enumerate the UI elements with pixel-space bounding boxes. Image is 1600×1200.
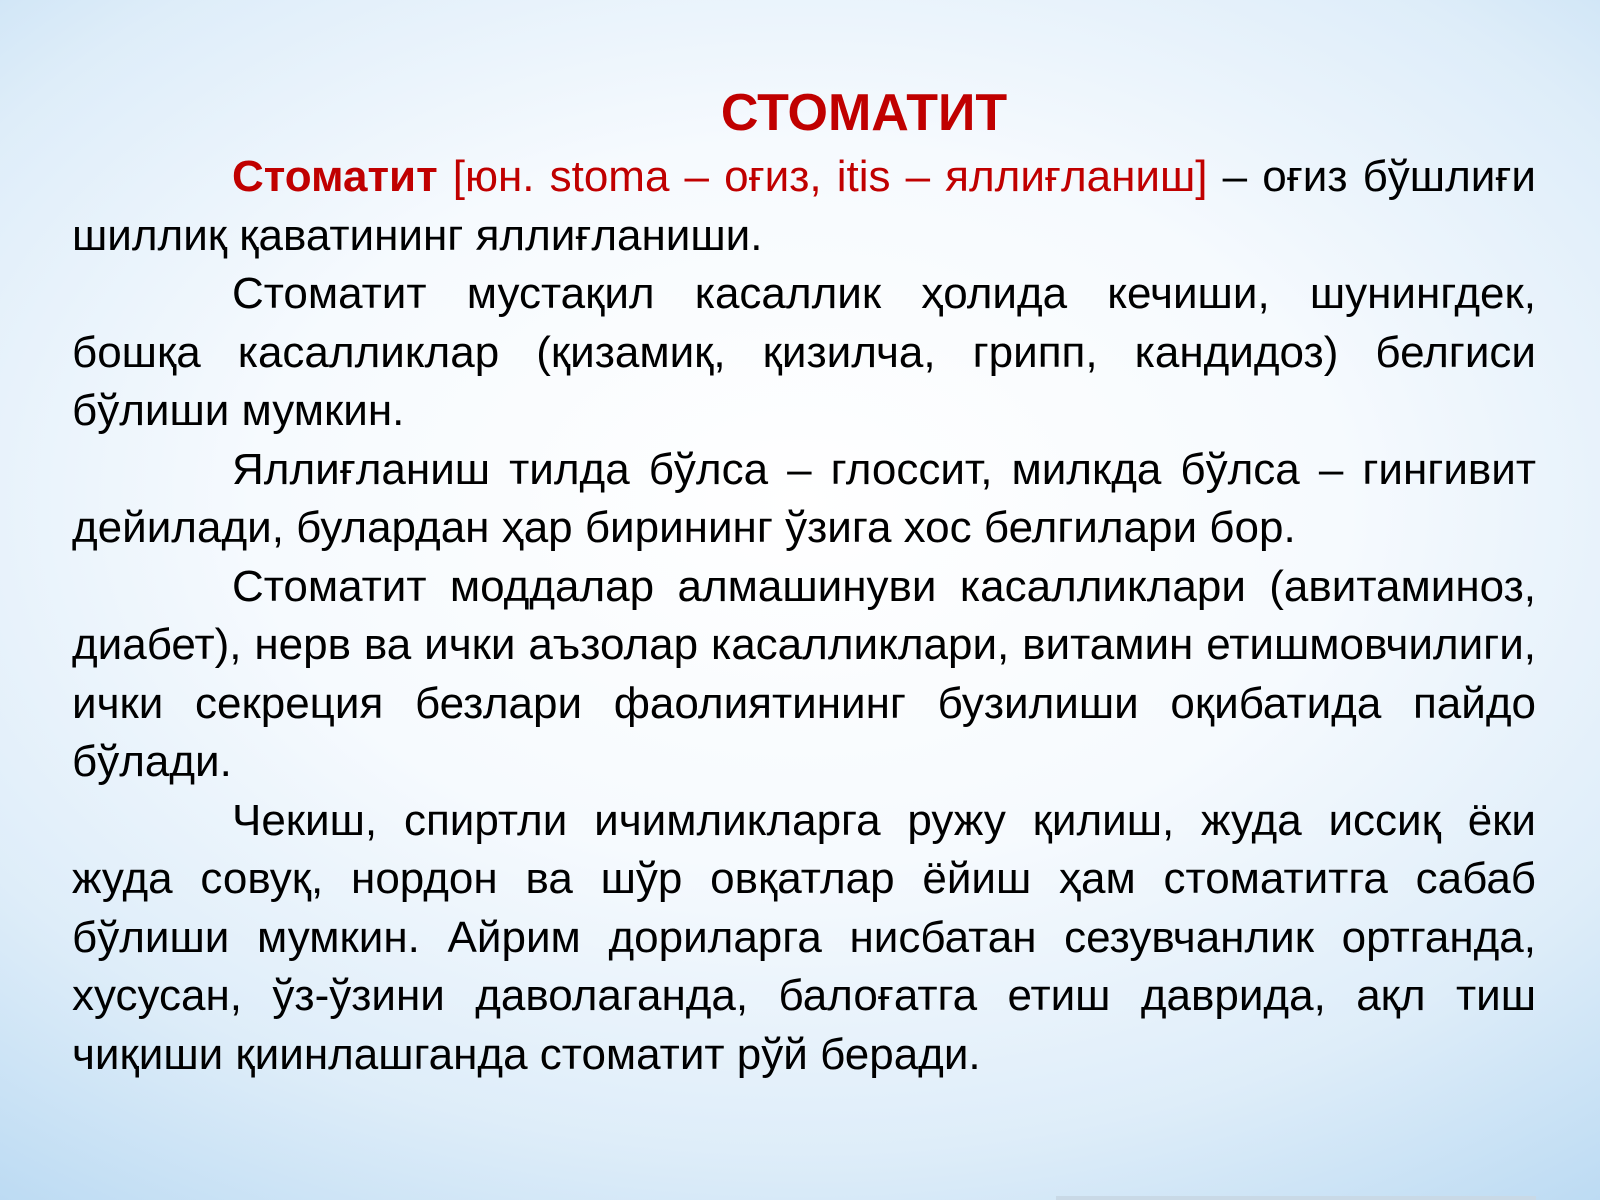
definition-term: Стоматит (232, 152, 438, 201)
slide-title: СТОМАТИТ (720, 84, 1008, 142)
decorative-bottom-bar (1056, 1196, 1536, 1200)
paragraph-causes-habits: Чекиш, спиртли ичимликларга ружу қилиш, жуда иссиқ ёки жуда совуқ, нордон ва шўр овқатлар ёйиш ҳам стоматитга сабаб бўлиши мумкин. Айрим дориларга нисбатан сезувчанлик ортганда, хусусан, ўз-ўзини даволаганда, балоғатга етиш даврида, ақл тиш чиқиши қиинлашганда стоматит рўй беради. (72, 795, 1536, 1079)
paragraph-causes-diseases: Стоматит моддалар алмашинуви касалликлари (авитаминоз, диабет), нерв ва ички аъзолар касалликлари, витамин етишмовчилиги, ички секреция безлари фаолиятининг бузилиши оқибатида пайдо бўлади. (72, 561, 1536, 786)
definition-etymology: [юн. stoma – оғиз, itis – яллиғланиш] (452, 152, 1208, 201)
definition-paragraph (72, 148, 1536, 265)
paragraph-glossitis-gingivitis: Яллиғланиш тилда бўлса – глоссит, милкда бўлса – гингивит дейилади, булардан ҳар бирининг ўзига хос белгилари бор. (72, 444, 1536, 552)
definition-text: – оғиз бўшлиғи шиллиқ қаватининг яллиғланиши. (72, 152, 1536, 260)
slide-content (72, 78, 1536, 1084)
paragraph-forms: Стоматит мустақил касаллик ҳолида кечиши, шунингдек, бошқа касалликлар (қизамиқ, қизилча, грипп, кандидоз) белгиси бўлиши мумкин. (72, 269, 1536, 435)
